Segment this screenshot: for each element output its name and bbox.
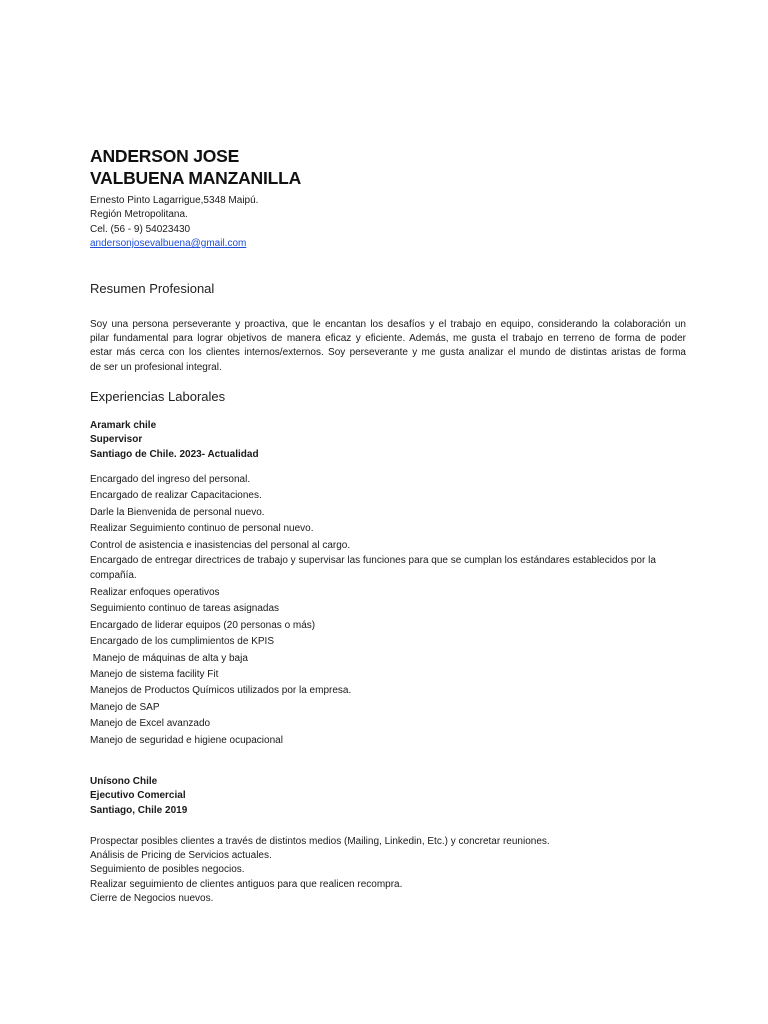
job-company: Aramark chile: [90, 420, 157, 431]
duty-item: Realizar seguimiento de clientes antiguos para que realicen recompra.: [90, 878, 403, 890]
duty-item: Análisis de Pricing de Servicios actuales.: [90, 850, 272, 862]
duty-item: Control de asistencia e inasistencias del personal al cargo.: [90, 539, 351, 551]
summary-line: Soy una persona perseverante y proactiva, que le encantan los desafíos y el trabajo en equipo, considerando la colaboración un: [90, 319, 686, 330]
duty-item: Encargado del ingreso del personal.: [90, 474, 251, 485]
job-company: Unísono Chile: [90, 776, 158, 787]
duty-item: Darle la Bienvenida de personal nuevo.: [90, 506, 265, 518]
duty-item: Manejo de máquinas de alta y baja: [90, 652, 248, 664]
duty-item: Manejo de seguridad e higiene ocupacional: [90, 734, 283, 746]
duty-item: Seguimiento de posibles negocios.: [90, 864, 245, 876]
summary-line: estar más cerca con los clientes internos/externos. Soy perseverante y me gusta analizar el mundo de distintas aristas de forma: [90, 347, 686, 359]
address: Ernesto Pinto Lagarrigue,5348 Maipú.: [90, 195, 259, 206]
duty-item: Realizar enfoques operativos: [90, 587, 220, 599]
job-role: Supervisor: [90, 434, 143, 446]
summary-paragraph: [90, 318, 686, 375]
duty-item: Seguimiento continuo de tareas asignadas: [90, 603, 280, 615]
region: Región Metropolitana.: [90, 209, 188, 221]
phone: Cel. (56 - 9) 54023430: [90, 223, 191, 235]
job-header: [90, 419, 259, 462]
name-line-1: ANDERSON JOSE: [90, 146, 240, 166]
duty-item: Manejo de SAP: [90, 701, 160, 713]
duty-item: Manejo de sistema facility Fit: [90, 669, 219, 681]
experience-title: Experiencias Laborales: [90, 389, 226, 404]
duty-item: Prospectar posibles clientes a través de distintos medios (Mailing, Linkedin, Etc.) y concretar reuniones.: [90, 836, 550, 847]
job-duties-list: [90, 472, 690, 749]
job-role: Ejecutivo Comercial: [90, 790, 186, 802]
duty-item: Encargado de entregar directrices de trabajo y supervisar las funciones para que se cumplan los estándares establecidos por la compañía.: [90, 555, 656, 581]
job-place-date: Santiago de Chile. 2023- Actualidad: [90, 448, 259, 460]
duty-item: Encargado de los cumplimientos de KPIS: [90, 636, 274, 648]
summary-line: de ser un profesional integral.: [90, 361, 222, 373]
contact-block: [90, 194, 258, 251]
duty-item: Cierre de Negocios nuevos.: [90, 892, 214, 904]
job-header: [90, 775, 187, 818]
duty-item: Realizar Seguimiento continuo de personal nuevo.: [90, 523, 314, 535]
name-line-2: VALBUENA MANZANILLA: [90, 168, 302, 188]
email-link[interactable]: andersonjosevalbuena@gmail.com: [90, 237, 247, 249]
summary-line: pilar fundamental para lograr objetivos de manera eficaz y eficiente. Además, me gusta el trabajo en terreno de forma de poder: [90, 333, 686, 345]
duty-item: Encargado de realizar Capacitaciones.: [90, 490, 262, 502]
duty-item: Encargado de liderar equipos (20 personas o más): [90, 619, 316, 631]
duty-item: Manejo de Excel avanzado: [90, 718, 211, 730]
job-place-date: Santiago, Chile 2019: [90, 804, 188, 816]
duty-item: Manejos de Productos Químicos utilizados por la empresa.: [90, 685, 352, 697]
job-duties-list: [90, 835, 690, 906]
candidate-name: [90, 145, 301, 189]
summary-title: Resumen Profesional: [90, 281, 215, 296]
